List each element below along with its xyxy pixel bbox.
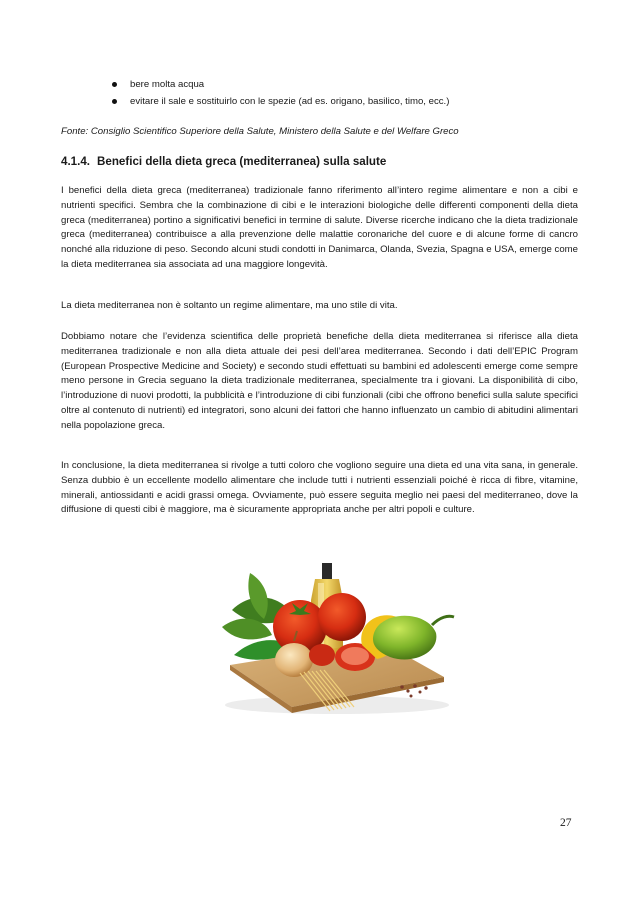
bullet-item: [110, 76, 580, 93]
bullet-item: [110, 93, 580, 110]
mediterranean-food-photo: [212, 555, 457, 715]
section-heading: [61, 155, 386, 168]
paragraph: I benefici della dieta greca (mediterranea) tradizionale fanno riferimento all’intero regime alimentare e non a cibi e nutrienti specifici. Sembra che la combinazione di cibi e le interazioni biologiche delle differenti componenti della dieta greca (mediterranea) portino a significativi benefici in termine di salute. Diverse ricerche indicano che la dieta tradizionale greca (mediterranea) contribuisce a alla prevenzione delle malattie coronariche del cuore e di alcune forme di cancro nonché alla riduzione di peso. Secondo alcuni studi condotti in Danimarca, Olanda, Svezia, Spagna e USA, emerge come la dieta mediterranea sia associata ad una maggiore longevità.: [61, 185, 578, 270]
page-number: 27: [560, 817, 572, 829]
bullet-dot-icon: [112, 82, 117, 87]
paragraph: Dobbiamo notare che l’evidenza scientifica delle proprietà benefiche della dieta mediterranea si riferisce alla dieta mediterranea tradizionale e non alla dieta attuale dei pesi dell’area mediterranea. Secondo i dati dell’EPIC Program (European Prospective Medicine and Society) e secondo studi effettuati su bambini ed adolescenti emerge come sempre meno persone in Grecia seguano la dieta tradizionale mediterranea, specialmente tra i giovani. La disponibilità di cibo, l’introduzione di nuovi prodotti, la pubblicità e l’introduzione di cibi funzionali (cibi che offrono benefici sulla salute specifici oltre al contenuto di nutrienti) ed integratori, sono alcuni dei fattori che hanno influenzato un cambio di abitudini alimentari nella popolazione greca.: [61, 331, 578, 431]
bullet-list: [110, 76, 580, 110]
source-note: Fonte: Consiglio Scientifico Superiore della Salute, Ministero della Salute e del Welfare Greco: [61, 126, 459, 137]
section-title: Benefici della dieta greca (mediterranea) sulla salute: [97, 155, 387, 168]
bullet-dot-icon: [112, 99, 117, 104]
paragraph: La dieta mediterranea non è soltanto un regime alimentare, ma uno stile di vita.: [61, 300, 398, 311]
paragraph: In conclusione, la dieta mediterranea si rivolge a tutti coloro che vogliono seguire una dieta ed una vita sana, in generale. Senza dubbio è un eccellente modello alimentare che include tutti i nutrienti essenziali poiché è ricca di fibre, vitamine, minerali, antiossidanti e acidi grassi omega. Ovviamente, può essere seguita meglio nei paesi del mediterraneo, dove la diffusione di questi cibi è maggiore, ma è sicuramente appropriata anche per altri popoli e culture.: [61, 460, 578, 516]
section-number: 4.1.4.: [61, 155, 91, 168]
bullet-text: evitare il sale e sostituirlo con le spezie (ad es. origano, basilico, timo, ecc.): [130, 96, 450, 107]
bullet-text: bere molta acqua: [130, 79, 205, 90]
